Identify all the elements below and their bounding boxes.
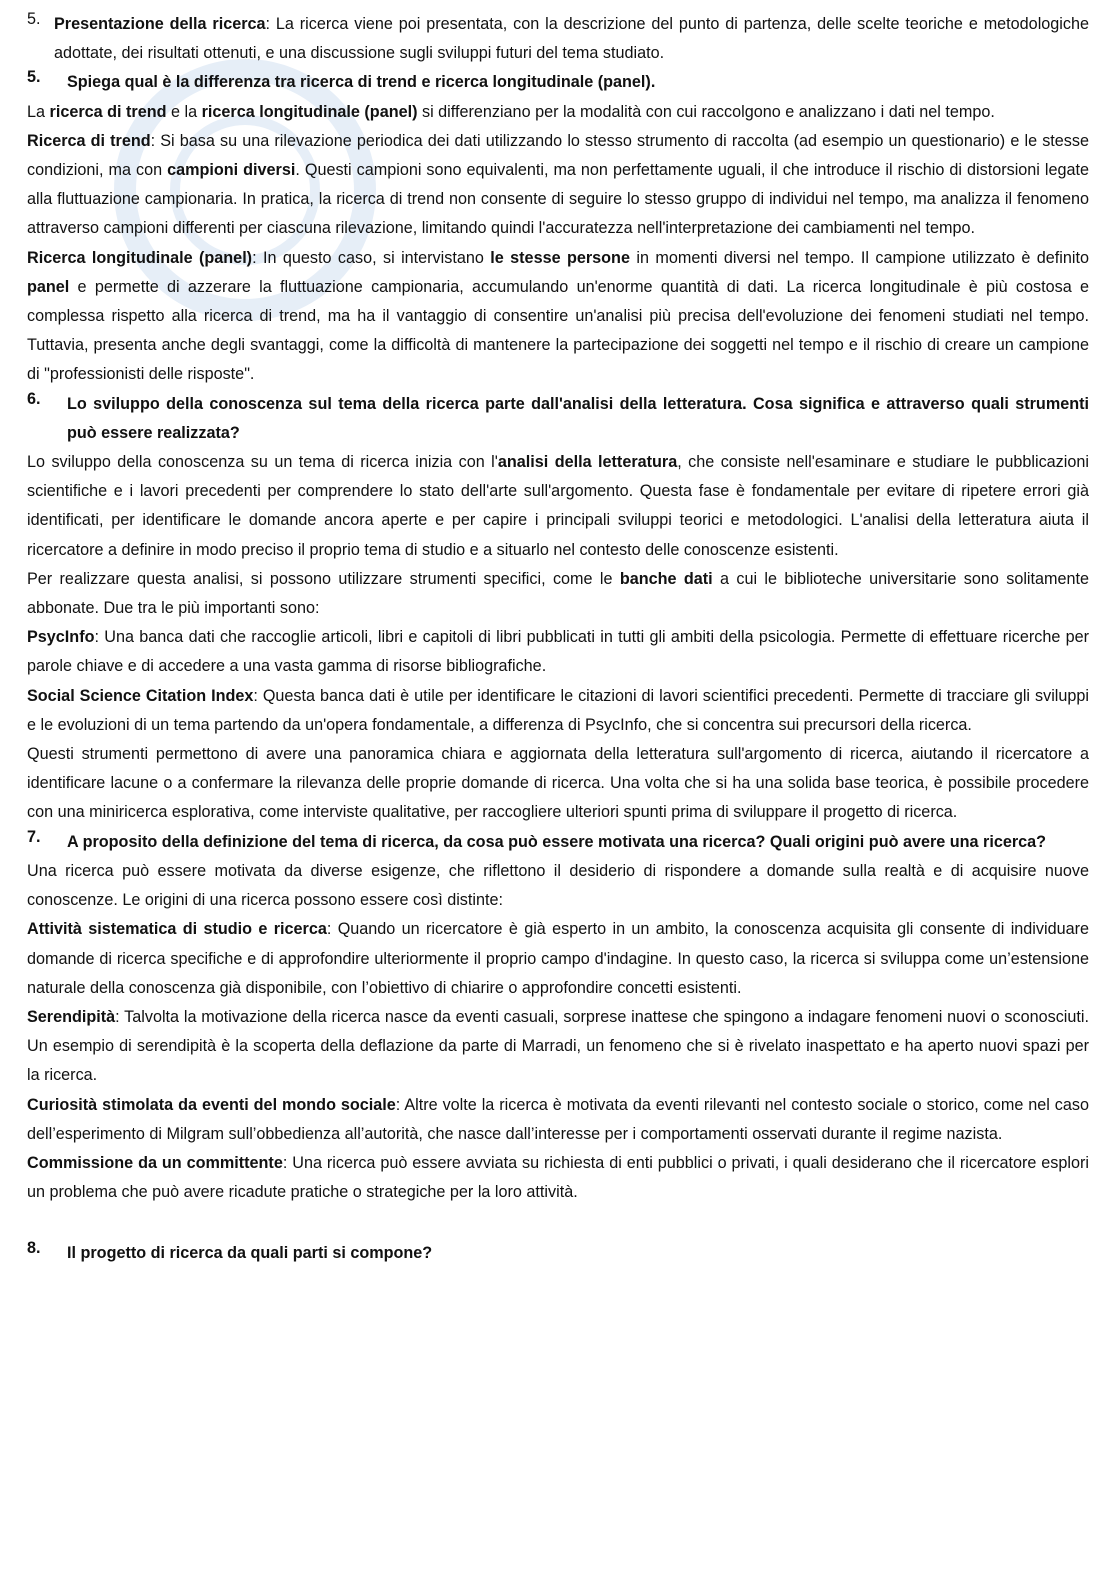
spacer bbox=[27, 1207, 1089, 1239]
question-heading bbox=[27, 1239, 1089, 1268]
paragraph: PsycInfo: Una banca dati che raccoglie articoli, libri e capitoli di libri pubblicati in tutti gli ambiti della psicologia. Permette di effettuare ricerche per parole chiave e di accedere a una vasta gamma di risorse bibliografiche. bbox=[27, 628, 1089, 676]
paragraph: Questi strumenti permettono di avere una panoramica chiara e aggiornata della letteratura sull'argomento di ricerca, aiutando il ricercatore a identificare lacune o a confermare la rilevanza delle proprie domande di ricerca. Una volta che si ha una solida base teorica, è possibile procedere con una miniricerca esplorativa, come interviste qualitative, per raccogliere ulteriori spunti prima di sviluppare il progetto di ricerca. bbox=[27, 745, 1089, 822]
paragraph: La ricerca di trend e la ricerca longitudinale (panel) si differenziano per la modalità con cui raccolgono e analizzano i dati nel tempo. bbox=[27, 102, 995, 121]
question-title: A proposito della definizione del tema di ricerca, da cosa può essere motivata una ricerca? Quali origini può avere una ricerca? bbox=[67, 832, 1047, 851]
paragraph: Commissione da un committente: Una ricerca può essere avviata su richiesta di enti pubblici o privati, i quali desiderano che il ricercatore esplori un problema che può avere ricadute pratiche o strategiche per la loro attività. bbox=[27, 1153, 1089, 1202]
question-number: 8. bbox=[27, 1239, 41, 1258]
paragraph: Ricerca longitudinale (panel): In questo caso, si intervistano le stesse persone in momenti diversi nel tempo. Il campione utilizzato è definito panel e permette di azzerare la fluttuazione campionaria, accumulando un'enorme quantità di dati. La ricerca longitudinale è più costosa e complessa rispetto alla ricerca di trend, ma ha il vantaggio di consentire un'analisi più precisa dell'evoluzione dei fenomeni studiati nel tempo. Tuttavia, presenta anche degli svantaggi, come la difficoltà di mantenere la partecipazione dei soggetti nel tempo e il rischio di creare un campione di "professionisti delle risposte". bbox=[27, 248, 1089, 384]
paragraph: Una ricerca può essere motivata da diverse esigenze, che riflettono il desiderio di rispondere a domande sulla realtà e di acquisire nuove conoscenze. Le origini di una ricerca possono essere così distinte: bbox=[27, 861, 1089, 910]
paragraph: Lo sviluppo della conoscenza su un tema di ricerca inizia con l'analisi della letteratura, che consiste nell'esaminare e studiare le pubblicazioni scientifiche e i lavori precedenti per comprendere lo stato dell'arte sull'argomento. Questa fase è fondamentale per evitare di ripetere errori già identificati, per identificare le domande ancora aperte e per capire i principali sviluppi teorici e metodologici. L'analisi della letteratura aiuta il ricercatore a definire in modo preciso il proprio tema di studio e a situarlo nel contesto delle conoscenze esistenti. bbox=[27, 453, 1089, 559]
question-title: Spiega qual è la differenza tra ricerca di trend e ricerca longitudinale (panel). bbox=[67, 73, 656, 92]
item-title: Presentazione della ricerca bbox=[54, 15, 266, 33]
paragraph: Social Science Citation Index: Questa banca dati è utile per identificare le citazioni di lavori scientifici precedenti. Permette di tracciare gli sviluppi e le evoluzioni di un tema partendo da un'opera fondamentale, a differenza di PsycInfo, che si concentra sui precursori della ricerca. bbox=[27, 686, 1089, 734]
list-item bbox=[27, 10, 1089, 68]
question-number: 7. bbox=[27, 827, 41, 846]
question-heading bbox=[27, 828, 1089, 857]
item-number: 5. bbox=[27, 10, 41, 28]
question-number: 6. bbox=[27, 389, 41, 408]
question-title: Lo sviluppo della conoscenza sul tema della ricerca parte dall'analisi della letteratura. Cosa significa e attraverso quali strumenti può essere realizzata? bbox=[67, 394, 1089, 442]
paragraph: Curiosità stimolata da eventi del mondo sociale: Altre volte la ricerca è motivata da eventi rilevanti nel contesto sociale o storico, come nel caso dell’esperimento di Milgram sull’obbedienza all’autorità, che nasce dall’interesse per i comportamenti osservati durante il regime nazista. bbox=[27, 1095, 1090, 1143]
paragraph: Attività sistematica di studio e ricerca: Quando un ricercatore è già esperto in un ambito, la conoscenza acquisita gli consente di individuare domande di ricerca specifiche e di approfondire ulteriormente il proprio campo d'indagine. In questo caso, la ricerca si sviluppa come un’estensione naturale della conoscenza già disponibile, con l’obiettivo di chiarire o approfondire concetti esistenti. bbox=[27, 920, 1089, 997]
item-text: Presentazione della ricerca: La ricerca viene poi presentata, con la descrizione del punto di partenza, delle scelte teoriche e metodologiche adottate, dei risultati ottenuti, e una discussione sugli sviluppi futuri del tema studiato. bbox=[54, 15, 1089, 63]
question-heading bbox=[27, 68, 1089, 97]
paragraph: Ricerca di trend: Si basa su una rilevazione periodica dei dati utilizzando lo stesso strumento di raccolta (ad esempio un questionario) e le stesse condizioni, ma con campioni diversi. Questi campioni sono equivalenti, ma non perfettamente uguali, il che introduce il rischio di distorsioni legate alla fluttuazione campionaria. In pratica, la ricerca di trend non consente di seguire lo stesso gruppo di individui nel tempo, ma analizza il fenomeno attraverso campioni differenti per ciascuna rilevazione, limitando quindi l'accuratezza nell'interpretazione dei cambiamenti nel tempo. bbox=[27, 131, 1090, 238]
paragraph: Per realizzare questa analisi, si possono utilizzare strumenti specifici, come le banche dati a cui le biblioteche universitarie sono solitamente abbonate. Due tra le più importanti sono: bbox=[27, 569, 1089, 618]
question-title: Il progetto di ricerca da quali parti si compone? bbox=[67, 1244, 433, 1263]
question-number: 5. bbox=[27, 68, 41, 87]
document-page bbox=[27, 10, 1089, 1269]
question-heading bbox=[27, 390, 1089, 448]
paragraph: Serendipità: Talvolta la motivazione della ricerca nasce da eventi casuali, sorprese inattese che spingono a indagare fenomeni nuovi o sconosciuti. Un esempio di serendipità è la scoperta della deflazione da parte di Marradi, un fenomeno che si è rivelato inaspettato e ha aperto nuovi spazi per la ricerca. bbox=[27, 1007, 1089, 1085]
